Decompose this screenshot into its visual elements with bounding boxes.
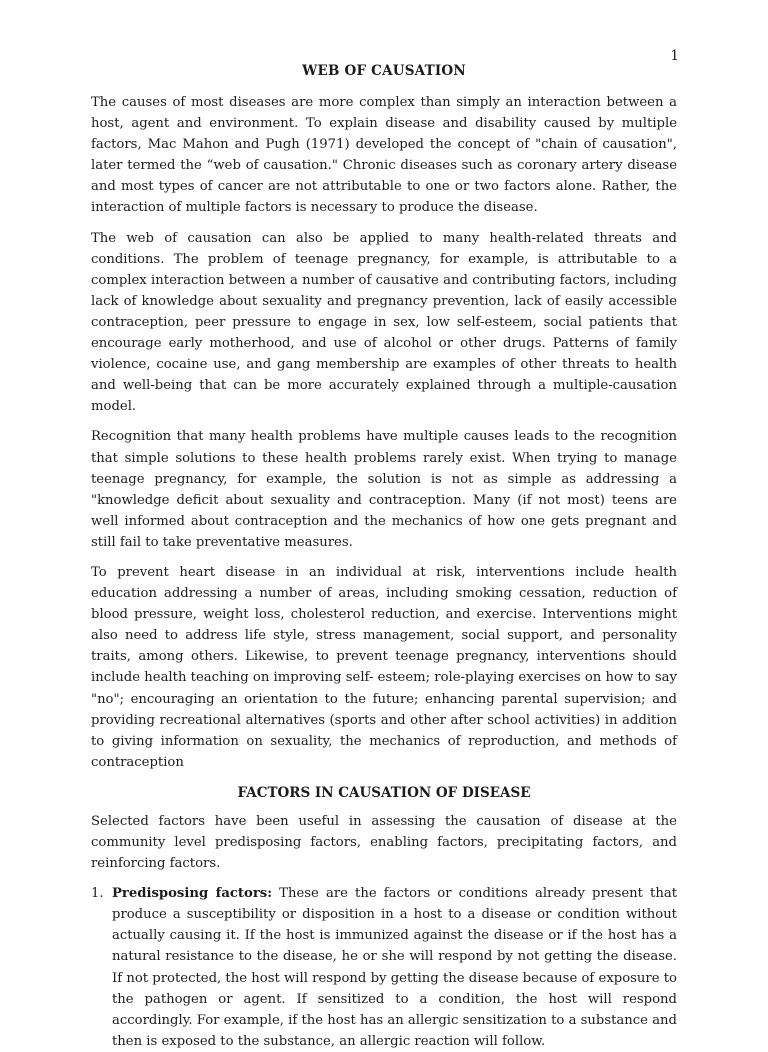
page-number: 1: [670, 48, 679, 64]
document-body: [91, 92, 677, 1052]
section-intro: Selected factors have been useful in assessing the causation of disease at the community level predisposing factors, enabling factors, precipitating factors, and reinforcing factors.: [91, 813, 677, 872]
list-item: [91, 883, 677, 1052]
section-heading: FACTORS IN CAUSATION OF DISEASE: [237, 784, 531, 801]
paragraph: The web of causation can also be applied to many health-related threats and conditions. The problem of teenage pregnancy, for example, is attributable to a complex interaction between a number of causative and contributing factors, including lack of knowledge about sexuality and pregnancy prevention, lack of easily accessible contraception, peer pressure to engage in sex, low self-esteem, social patients that encourage early motherhood, and use of alcohol or other drugs. Patterns of family violence, cocaine use, and gang membership are examples of other threats to health and well-being that can be more accurately explained through a multiple-causation model.: [91, 230, 677, 415]
list-text: These are the factors or conditions already present that produce a susceptibility or disposition in a host to a disease or condition without actually causing it. If the host is immunized against the disease or if the host has a natural resistance to the disease, he or she will respond by not getting the disease. If not protected, the host will respond by getting the disease because of exposure to the pathogen or agent. If sensitized to a condition, the host will respond accordingly. For example, if the host has an allergic sensitization to a substance and then is exposed to the substance, an allergic reaction will follow.: [112, 886, 677, 1049]
paragraph: To prevent heart disease in an individual at risk, interventions include health education addressing a number of areas, including smoking cessation, reduction of blood pressure, weight loss, cholesterol reduction, and exercise. Interventions might also need to address life style, stress management, social support, and personality traits, among others. Likewise, to prevent teenage pregnancy, interventions should include health teaching on improving self- esteem; role-playing exercises on how to say "no"; encouraging an orientation to the future; enhancing parental supervision; and providing recreational alternatives (sports and other after school activities) in addition to giving information on sexuality, the mechanics of reproduction, and methods of contraception: [91, 564, 677, 770]
paragraph: The causes of most diseases are more complex than simply an interaction between a host, agent and environment. To explain disease and disability caused by multiple factors, Mac Mahon and Pugh (1971) developed the concept of "chain of causation", later termed the “web of causation." Chronic diseases such as coronary artery disease and most types of cancer are not attributable to one or two factors alone. Rather, the interaction of multiple factors is necessary to produce the disease.: [91, 95, 677, 216]
factors-list: [91, 883, 677, 1052]
list-term: Predisposing factors:: [112, 886, 273, 902]
page-title: WEB OF CAUSATION: [302, 63, 466, 79]
paragraph: Recognition that many health problems have multiple causes leads to the recognition that simple solutions to these health problems rarely exist. When trying to manage teenage pregnancy, for example, the solution is not as simple as addressing a "knowledge deficit about sexuality and contraception. Many (if not most) teens are well informed about contraception and the mechanics of how one gets pregnant and still fail to take preventative measures.: [91, 429, 677, 550]
list-number: 1.: [91, 886, 104, 902]
